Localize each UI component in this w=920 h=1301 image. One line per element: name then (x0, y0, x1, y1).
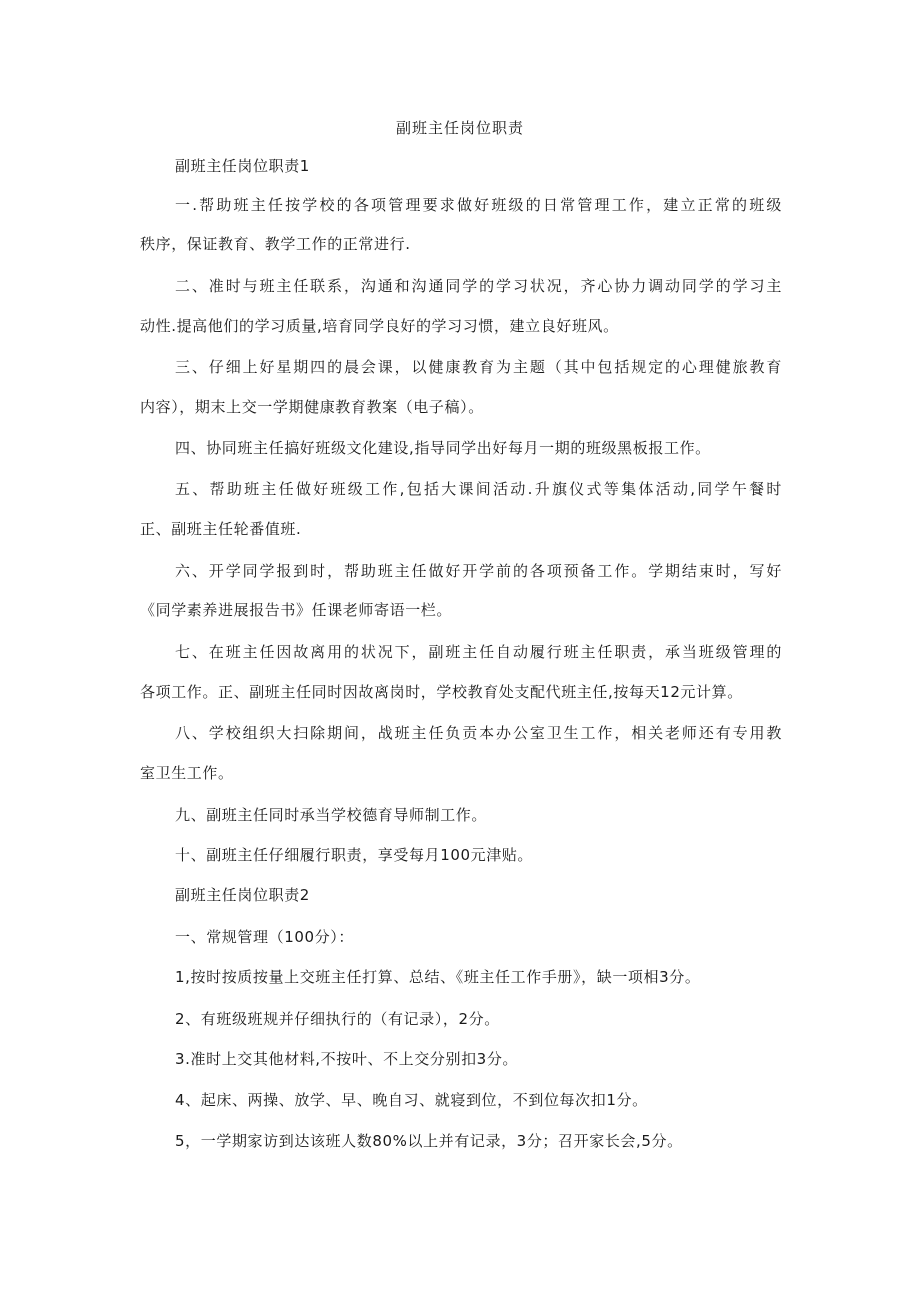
paragraph-7-line-1: 七、在班主任因故离用的状况下，副班主任自动履行班主任职责，承当班级管理的 (175, 643, 782, 661)
paragraph-5-line-2: 正、副班主任轮番值班. (140, 520, 302, 538)
paragraph-3-line-2: 内容），期末上交一学期健康教育教案（电子稿）。 (140, 398, 484, 416)
paragraph-1-line-2: 秩序，保证教育、教学工作的正常进行. (140, 235, 411, 253)
document-title: 副班主任岗位职责 (395, 119, 524, 137)
paragraph-9-line-1: 九、副班主任同时承当学校德育导师制工作。 (175, 806, 488, 824)
section2-subheading: 一、常规管理（100分）： (175, 928, 354, 946)
rule-item-5: 5，一学期家访到达该班人数80%以上并有记录，3分；召开家长会,5分。 (175, 1132, 683, 1150)
section2-heading: 副班主任岗位职责2 (175, 886, 310, 904)
rule-item-1: 1,按时按质按量上交班主任打算、总结、《班主任工作手册》，缺一项相3分。 (175, 968, 701, 986)
paragraph-2-line-2: 动性.提高他们的学习质量,培育同学良好的学习习惯，建立良好班风。 (140, 317, 619, 335)
paragraph-1-line-1: 一.帮助班主任按学校的各项管理要求做好班级的日常管理工作，建立正常的班级 (175, 196, 782, 214)
paragraph-6-line-1: 六、开学同学报到时，帮助班主任做好开学前的各项预备工作。学期结束时，写好 (175, 562, 782, 580)
rule-item-3: 3.准时上交其他材料,不按叶、不上交分别扣3分。 (175, 1050, 519, 1068)
rule-item-2: 2、有班级班规并仔细执行的（有记录），2分。 (175, 1010, 500, 1028)
paragraph-8-line-1: 八、学校组织大扫除期间，战班主任负贡本办公室卫生工作，相关老师还有专用教 (175, 724, 782, 742)
paragraph-5-line-1: 五、帮助班主任做好班级工作,包括大课间活动.升旗仪式等集体活动,同学午餐时 (175, 480, 782, 498)
paragraph-6-line-2: 《同学素养进展报告书》任课老师寄语一栏。 (140, 601, 453, 619)
paragraph-8-line-2: 室卫生工作。 (140, 764, 234, 782)
paragraph-3-line-1: 三、仔细上好星期四的晨会课，以健康教育为主题（其中包括规定的心理健旅教育 (175, 358, 782, 376)
section1-heading: 副班主任岗位职责1 (175, 157, 310, 175)
paragraph-10-line-1: 十、副班主任仔细履行职责，享受每月100元津贴。 (175, 846, 534, 864)
paragraph-7-line-2: 各项工作。正、副班主任同时因故离岗时，学校教育处支配代班主任,按每天12元计算。 (140, 683, 743, 701)
paragraph-4-line-1: 四、协同班主任搞好班级文化建设,指导同学出好每月一期的班级黑板报工作。 (175, 439, 711, 457)
paragraph-2-line-1: 二、准时与班主任联系，沟通和沟通同学的学习状况，齐心协力调动同学的学习主 (175, 277, 782, 295)
rule-item-4: 4、起床、两操、放学、早、晚自习、就寝到位，不到位每次扣1分。 (175, 1091, 648, 1109)
